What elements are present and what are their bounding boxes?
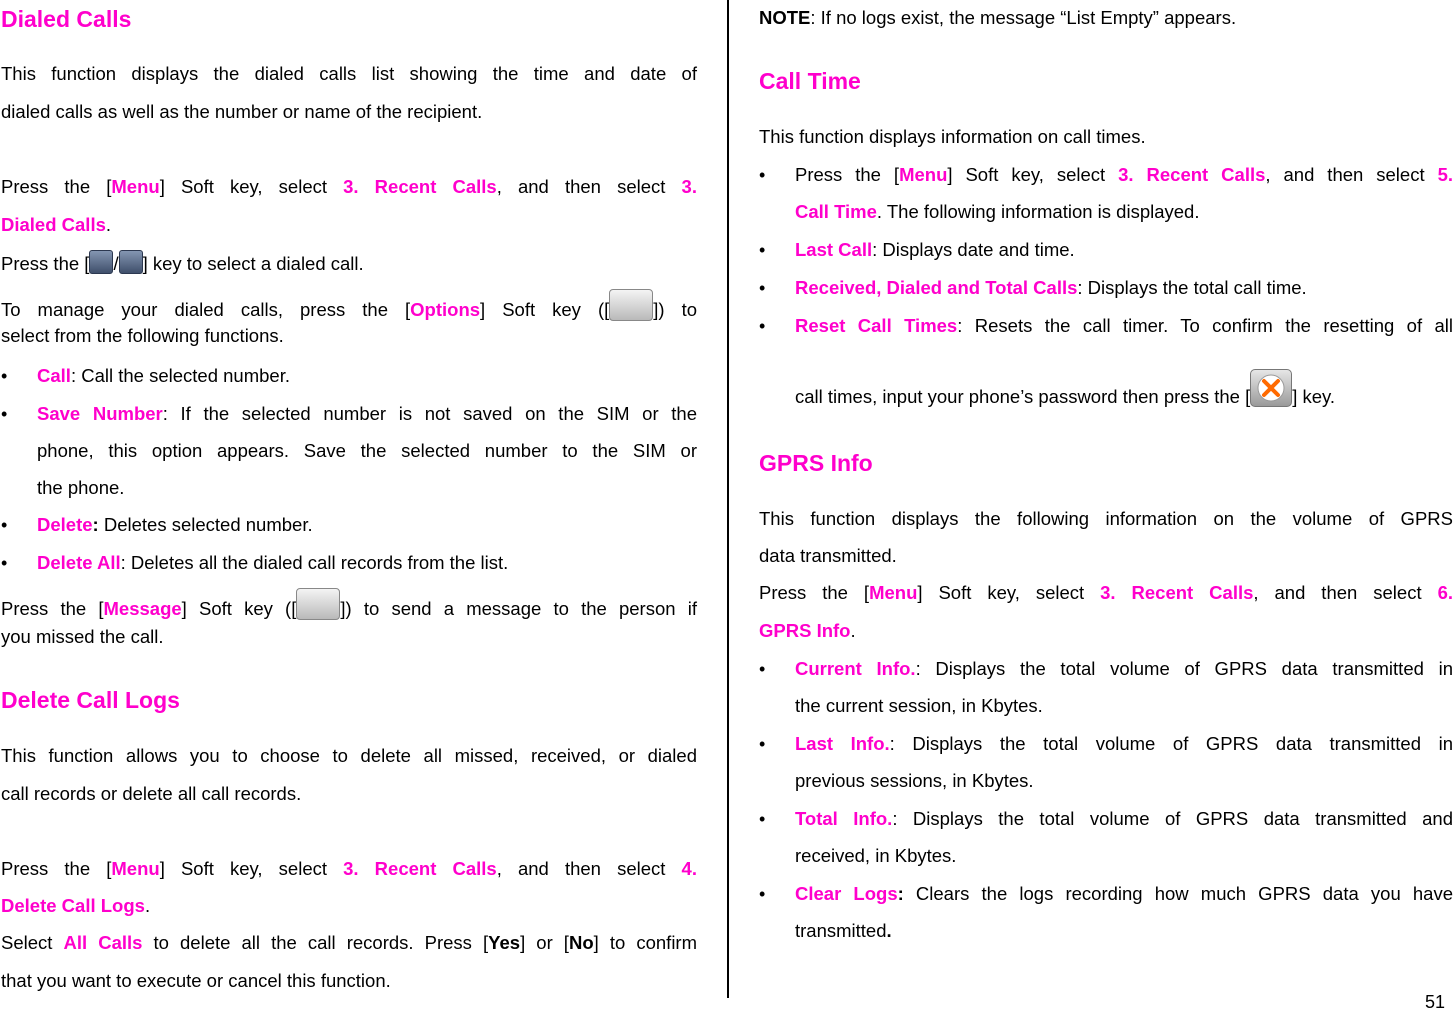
select-all-calls-line: Select All Calls to delete all the call records. Press [Yes] or [No] to confirm xyxy=(1,932,697,953)
manage-line-2: select from the following functions. xyxy=(1,325,284,346)
manage-line-1: To manage your dialed calls, press the [Options] Soft key ([ ]) to xyxy=(1,295,697,327)
column-divider xyxy=(727,0,729,998)
save-number-line-2: phone, this option appears. Save the selected number to the SIM or xyxy=(37,440,697,461)
call-time-item-line: Call Time. The following information is displayed. xyxy=(795,201,1200,222)
delete-logs-line-2: call records or delete all call records. xyxy=(1,783,302,804)
gprs-press-menu-line: Press the [Menu] Soft key, select 3. Recent Calls, and then select 6. xyxy=(759,582,1453,603)
dialed-press-menu-line: Press the [Menu] Soft key, select 3. Recent Calls, and then select 3. xyxy=(1,176,697,197)
message-line-2: you missed the call. xyxy=(1,626,164,647)
delete-press-menu-line: Press the [Menu] Soft key, select 3. Recent Calls, and then select 4. xyxy=(1,858,697,879)
reset-line-2: call times, input your phone’s password then press the [ ] key. xyxy=(795,379,1453,417)
call-time-intro: This function displays information on call times. xyxy=(759,126,1146,147)
current-info-line-2: the current session, in Kbytes. xyxy=(795,695,1043,716)
soft-key-icon xyxy=(296,588,340,620)
gprs-item-line: GPRS Info. xyxy=(759,620,856,641)
gprs-intro-line-1: This function displays the following information on the volume of GPRS xyxy=(759,508,1453,529)
clear-logs-line-2: transmitted. xyxy=(795,920,892,941)
dialed-calls-item-line: Dialed Calls. xyxy=(1,214,112,235)
press-nav-key-line: Press the [ / ] key to select a dialed call. xyxy=(1,253,697,277)
gprs-info-heading: GPRS Info xyxy=(759,450,873,476)
end-key-icon xyxy=(1250,369,1292,407)
page-number: 51 xyxy=(1424,992,1445,1012)
last-info-line-2: previous sessions, in Kbytes. xyxy=(795,770,1034,791)
delete-logs-item-line: Delete Call Logs. xyxy=(1,895,151,916)
message-line-1: Press the [Message] Soft key ([ ]) to send a message to the person if xyxy=(1,594,697,626)
save-number-line-3: the phone. xyxy=(37,477,125,498)
soft-key-icon xyxy=(609,289,653,321)
dialed-intro-line-2: dialed calls as well as the number or name of the recipient. xyxy=(1,101,483,122)
total-info-line-2: received, in Kbytes. xyxy=(795,845,957,866)
call-time-heading: Call Time xyxy=(759,68,861,94)
delete-logs-line-1: This function allows you to choose to delete all missed, received, or dialed xyxy=(1,745,697,766)
nav-down-key-icon xyxy=(119,250,143,274)
dialed-calls-heading: Dialed Calls xyxy=(1,6,132,32)
note-line: NOTE: If no logs exist, the message “List Empty” appears. xyxy=(759,7,1237,28)
gprs-intro-line-2: data transmitted. xyxy=(759,545,897,566)
delete-call-logs-heading: Delete Call Logs xyxy=(1,687,180,713)
dialed-intro-line-1: This function displays the dialed calls list showing the time and date of xyxy=(1,63,697,84)
nav-up-key-icon xyxy=(89,250,113,274)
select-all-calls-line-2: that you want to execute or cancel this function. xyxy=(1,970,391,991)
